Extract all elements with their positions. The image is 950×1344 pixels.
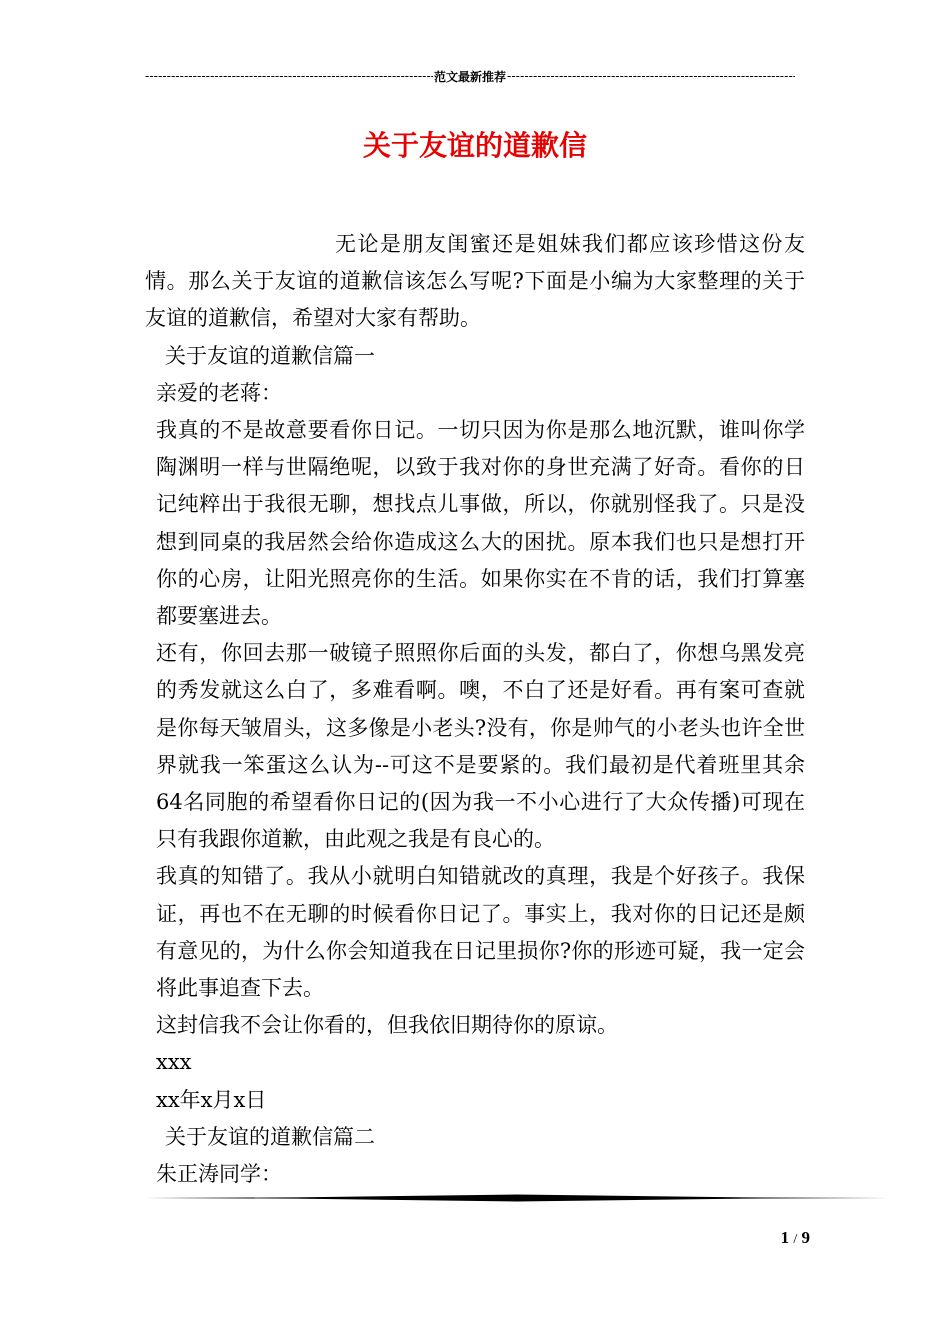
body-paragraph: 我真的不是故意要看你日记。一切只因为你是那么地沉默，谁叫你学陶渊明一样与世隔绝呢，以致于我对你的身世充满了好奇。看你的日记纯粹出于我很无聊，想找点儿事做，所以，你就别怪我了。只是没想到同桌的我居然会给你造成这么大的困扰。原本我们也只是想打开你的心房，让阳光照亮你的生活。如果你实在不肯的话，我们打算塞都要塞进去。: [156, 418, 805, 629]
header-dash-left: [145, 69, 433, 83]
header-recommend-label: 范文最新推荐: [434, 69, 507, 84]
document-title: 关于友谊的道歉信: [362, 129, 587, 162]
body-paragraph: 还有，你回去那一破镜子照照你后面的头发，都白了，你想乌黑发亮的秀发就这么白了，多难看啊。噢，不白了还是好看。再有案可查就是你每天皱眉头，这多像是小老头?没有，你是帅气的小老头也许全世界就我一笨蛋这么认为--可这不是要紧的。我们最初是代着班里其余64名同胞的希望看你日记的(因为我一不小心进行了大众传播)可现在只有我跟你道歉，由此观之我是有良心的。: [156, 641, 805, 852]
footer-rule: [145, 1194, 890, 1202]
salutation-2: 朱正涛同学：: [156, 1162, 282, 1187]
body-paragraph: 我真的知错了。我从小就明白知错就改的真理，我是个好孩子。我保证，再也不在无聊的时候看你日记了。事实上，我对你的日记还是颇有意见的，为什么你会知道我在日记里损你?你的形迹可疑，我一定会将此事追查下去。: [156, 864, 805, 1001]
intro-paragraph: 无论是朋友闺蜜还是姐妹我们都应该珍惜这份友情。那么关于友谊的道歉信该怎么写呢?下面是小编为大家整理的关于友谊的道歉信，希望对大家有帮助。: [145, 232, 805, 331]
page-total: 9: [801, 1228, 810, 1247]
page-current: 1: [780, 1228, 790, 1247]
page-header: [145, 66, 795, 86]
signature-date: xx年x月x日: [156, 1087, 267, 1112]
section-heading-1: 关于友谊的道歉信篇一: [165, 343, 375, 368]
body-paragraph: 这封信我不会让你看的，但我依旧期待你的原谅。: [156, 1013, 618, 1038]
salutation-1: 亲爱的老蒋：: [156, 380, 282, 405]
section-heading-2: 关于友谊的道歉信篇二: [165, 1124, 375, 1149]
page-separator: /: [793, 1232, 798, 1247]
header-dash-right: [507, 69, 795, 83]
page-number: [760, 1228, 810, 1248]
signature-name: xxx: [156, 1050, 192, 1075]
document-body: [145, 226, 805, 1193]
